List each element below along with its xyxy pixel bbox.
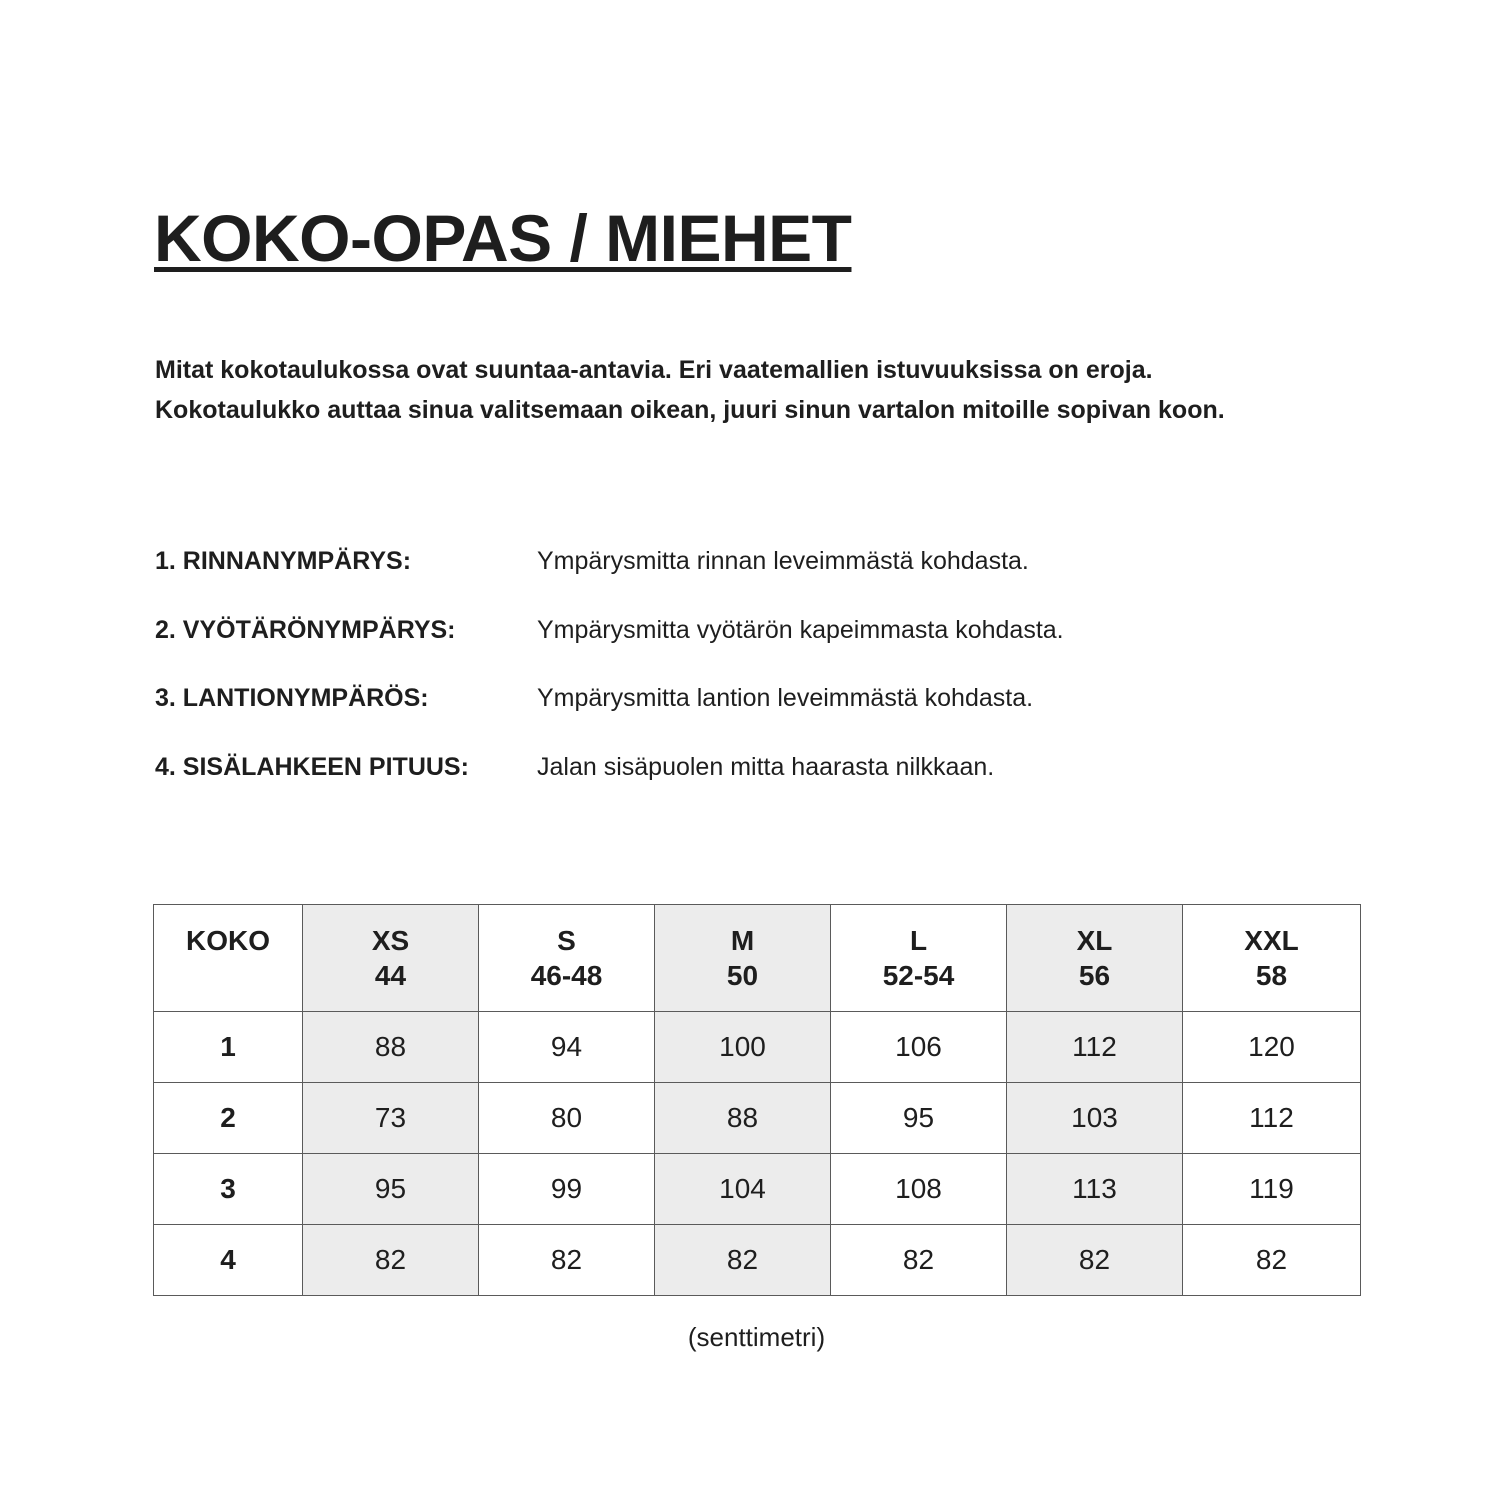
- measurement-description: Ympärysmitta vyötärön kapeimmasta kohdasta.: [537, 615, 1064, 644]
- size-label: S: [557, 925, 576, 956]
- size-number: 58: [1255, 960, 1288, 991]
- measurement-label: 3. LANTIONYMPÄRÖS:: [155, 684, 429, 712]
- intro-line: Mitat kokotaulukossa ovat suuntaa-antavia. Eri vaatemallien istuvuuksissa on eroja.: [155, 356, 1153, 384]
- intro-line: Kokotaulukko auttaa sinua valitsemaan oikean, juuri sinun vartalon mitoille sopivan koon.: [155, 396, 1225, 424]
- unit-note: (senttimetri): [687, 1322, 826, 1352]
- row-label: 1: [154, 1012, 303, 1083]
- table-cell: 108: [831, 1154, 1007, 1225]
- size-column-header: [655, 905, 831, 1012]
- table-cell: 119: [1183, 1154, 1361, 1225]
- table-cell: 113: [1007, 1154, 1183, 1225]
- table-cell: 82: [479, 1225, 655, 1296]
- table-cell: 88: [303, 1012, 479, 1083]
- measurement-label: 2. VYÖTÄRÖNYMPÄRYS:: [155, 615, 456, 644]
- table-cell: 80: [479, 1083, 655, 1154]
- table-cell: 94: [479, 1012, 655, 1083]
- size-table: [153, 904, 1361, 1296]
- table-cell: 82: [1007, 1225, 1183, 1296]
- size-column-header: [303, 905, 479, 1012]
- table-row: [154, 1154, 1361, 1225]
- table-cell: 112: [1007, 1012, 1183, 1083]
- table-cell: 106: [831, 1012, 1007, 1083]
- table-cell: 103: [1007, 1083, 1183, 1154]
- size-number: 46-48: [530, 960, 603, 991]
- size-column-header: [1183, 905, 1361, 1012]
- row-label: 4: [154, 1225, 303, 1296]
- table-header-row: [154, 905, 1361, 1012]
- measurement-description: Ympärysmitta lantion leveimmästä kohdasta.: [537, 684, 1034, 712]
- size-label: XXL: [1244, 925, 1299, 956]
- size-number: 52-54: [882, 960, 955, 991]
- size-number: 50: [726, 960, 759, 991]
- measurement-list: [155, 541, 1355, 815]
- table-row: [154, 1012, 1361, 1083]
- measurement-item-hip: [155, 678, 1355, 747]
- table-cell: 82: [1183, 1225, 1361, 1296]
- page-title: KOKO-OPAS / MIEHET: [154, 201, 852, 275]
- measurement-description: Jalan sisäpuolen mitta haarasta nilkkaan.: [537, 752, 995, 781]
- measurement-item-chest: [155, 541, 1355, 610]
- table-cell: 112: [1183, 1083, 1361, 1154]
- measurement-item-waist: [155, 610, 1355, 679]
- table-cell: 104: [655, 1154, 831, 1225]
- intro-text: [155, 350, 1415, 430]
- size-column-header: [1007, 905, 1183, 1012]
- measurement-label: 4. SISÄLAHKEEN PITUUS:: [155, 752, 469, 781]
- table-cell: 88: [655, 1083, 831, 1154]
- table-cell: 99: [479, 1154, 655, 1225]
- table-cell: 82: [303, 1225, 479, 1296]
- size-number: 56: [1078, 960, 1111, 991]
- measurement-description: Ympärysmitta rinnan leveimmästä kohdasta.: [537, 547, 1029, 575]
- row-label: 2: [154, 1083, 303, 1154]
- size-label: L: [909, 925, 928, 956]
- table-corner-label: KOKO: [154, 905, 303, 1012]
- table-cell: 120: [1183, 1012, 1361, 1083]
- size-label: M: [730, 925, 755, 956]
- size-column-header: [479, 905, 655, 1012]
- table-cell: 82: [655, 1225, 831, 1296]
- measurement-label: 1. RINNANYMPÄRYS:: [155, 547, 412, 575]
- table-row: [154, 1083, 1361, 1154]
- table-cell: 95: [303, 1154, 479, 1225]
- table-cell: 82: [831, 1225, 1007, 1296]
- size-label: XL: [1076, 925, 1113, 956]
- row-label: 3: [154, 1154, 303, 1225]
- size-number: 44: [374, 960, 407, 991]
- measurement-item-inseam: [155, 747, 1355, 816]
- size-label: XS: [371, 925, 410, 956]
- size-column-header: [831, 905, 1007, 1012]
- table-cell: 95: [831, 1083, 1007, 1154]
- table-cell: 100: [655, 1012, 831, 1083]
- table-cell: 73: [303, 1083, 479, 1154]
- table-row: [154, 1225, 1361, 1296]
